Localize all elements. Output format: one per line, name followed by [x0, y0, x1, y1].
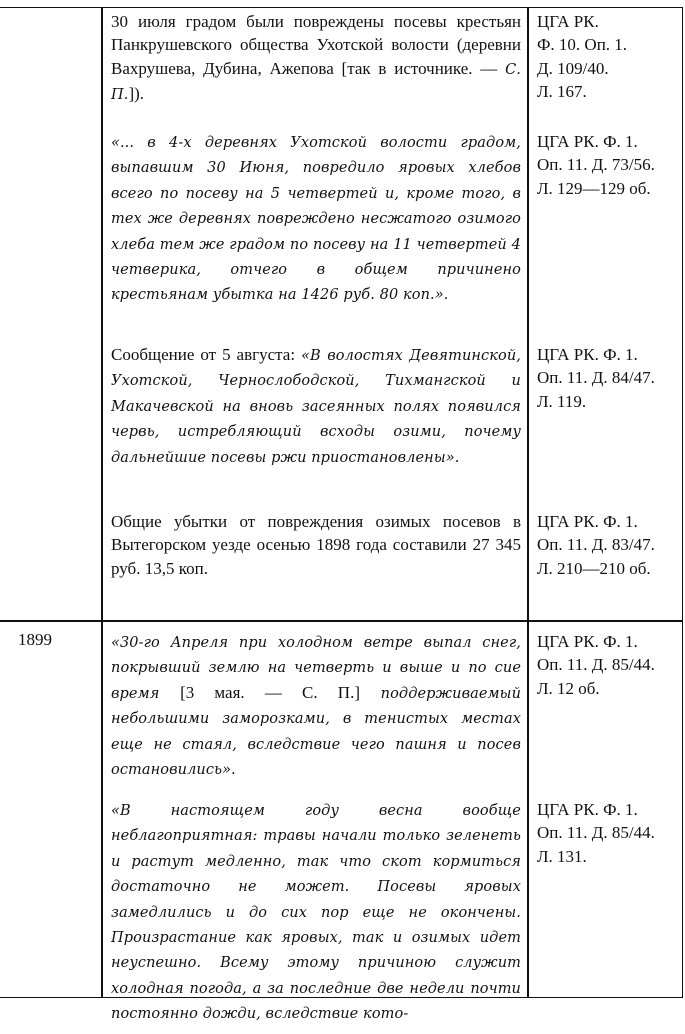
ref-line: ЦГА РК. — [537, 12, 599, 31]
entry-text — [111, 10, 521, 108]
year-cell: 1899 — [18, 630, 52, 649]
ref-line: ЦГА РК. Ф. 1. — [537, 800, 638, 819]
ref-line: Оп. 11. Д. 85/44. — [537, 655, 655, 675]
entry-text — [111, 630, 521, 782]
ref-line: Д. 109/40. — [537, 58, 609, 78]
ref-line: ЦГА РК. Ф. 1. — [537, 632, 638, 651]
ref-line: Ф. 10. Оп. 1. — [537, 35, 628, 55]
ref-line: ЦГА РК. Ф. 1. — [537, 132, 638, 151]
ref-line: Л. 129—129 об. — [537, 178, 651, 198]
archive-reference — [537, 343, 682, 413]
entry-text — [111, 343, 521, 470]
ref-line: Оп. 11. Д. 83/47. — [537, 535, 655, 555]
ref-line: Оп. 11. Д. 84/47. — [537, 368, 655, 388]
text-part-italic: «В настоящем году весна вообще неблагоприятная: травы начали только зеленеть и растут медленно, так что скот кормиться достаточно не может. Посевы яровых замедлились и до сих пор еще не окончены. Произрастание как яровых, так и озимых идет неуспешно. Всему этому причиною служит холодная погода, а за последние две недели почти постоянно дожди, вследствие кото- — [111, 803, 521, 1023]
text-part: ]). — [128, 84, 145, 104]
ref-line: ЦГА РК. Ф. 1. — [537, 345, 638, 364]
ref-line: Л. 167. — [537, 82, 587, 102]
ref-line: Оп. 11. Д. 85/44. — [537, 823, 655, 843]
text-part: Общие убытки от повреждения озимых посевов в Вытегорском уезде осенью 1898 года составили 27 345 руб. 13,5 коп. — [111, 512, 521, 578]
archive-reference — [537, 510, 682, 580]
ref-line: Л. 119. — [537, 391, 587, 411]
text-part: Сообщение от 5 августа: — [111, 345, 302, 364]
archive-reference — [537, 130, 682, 200]
ref-line: Л. 131. — [537, 846, 587, 866]
column-divider-source — [527, 8, 529, 997]
text-part-italic: С. П. — [111, 61, 521, 104]
ref-line: Оп. 11. Д. 73/56. — [537, 155, 655, 175]
entry-text — [111, 130, 521, 308]
row-divider — [0, 620, 682, 622]
text-part: 30 июля градом были повреждены посевы крестьян Панкрушевского общества Ухотской волости (деревни Вахрушева, Дубина, Ажепова [так в источнике. — — [111, 12, 521, 78]
ref-line: Л. 12 об. — [537, 678, 600, 698]
text-part: [3 мая. — С. П.] — [180, 682, 360, 702]
entry-text — [111, 510, 521, 580]
text-part-italic: поддерживаемый небольшими заморозками, в тенистых местах еще не стаял, вследствие чего пашня и посев остановились». — [111, 685, 522, 779]
entry-text — [111, 798, 521, 1027]
text-part-italic: «... в 4-х деревнях Ухотской волости градом, выпавшим 30 Июня, повредило яровых хлебов всего по посеву на 5 четвертей и, кроме того, в тех же деревнях повреждено несжатого озимого хлеба тем же градом по посеву на 11 четвертей 4 четверика, отчего в общем причинено крестьянам убытка на 1426 руб. 80 коп.». — [111, 135, 521, 304]
archive-reference — [537, 798, 682, 868]
ref-line: ЦГА РК. Ф. 1. — [537, 512, 638, 531]
archive-reference — [537, 10, 682, 104]
text-part-italic: «30-го Апреля при холодном ветре выпал снег, покрывший землю на четверть и выше и по сие время — [111, 635, 521, 702]
text-part-italic: «В волостях Девятинской, Ухотской, Чернослободской, Тихмангской и Макачевской на вновь засеянных полях появился червь, истребляющий всходы озими, почему дальнейшие посевы ржи приостановлены». — [111, 348, 521, 466]
archive-reference — [537, 630, 682, 700]
column-divider-year — [101, 8, 103, 997]
ref-line: Л. 210—210 об. — [537, 558, 651, 578]
